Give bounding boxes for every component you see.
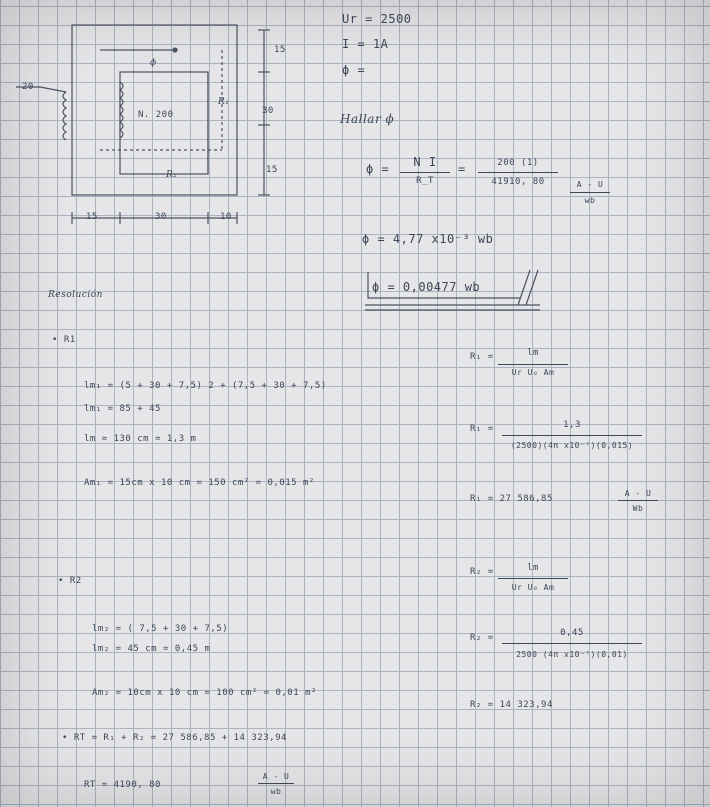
rt-line-b: RT = 4190, 80 <box>84 780 161 790</box>
coil-lead <box>40 87 66 92</box>
frac-bar <box>498 578 568 579</box>
am2-line: Am₂ = 10cm x 10 cm = 100 cm² = 0,01 m² <box>92 688 317 698</box>
frac-bar <box>258 783 294 784</box>
dim-top: 15 <box>274 45 286 55</box>
r1-result: R₁ = 27 586,85 <box>470 494 553 504</box>
r1-diagram-label: R₁ <box>218 97 230 107</box>
phi-lhs: ϕ = <box>366 162 390 176</box>
dim-center-b: 30 <box>155 212 167 222</box>
frac-bar <box>570 192 610 193</box>
rt-unit-den: wb <box>270 787 282 796</box>
r1-sub-den: (2500)(4π x10⁻⁷)(0,015) <box>510 441 634 450</box>
r2-formula-den: Ur U₀ Am <box>511 583 555 592</box>
phi-frac1-num: N I <box>413 155 437 169</box>
dim-bottom: 15 <box>266 165 278 175</box>
phi-final: ϕ = 0,00477 wb <box>372 280 481 294</box>
phi-frac1-den: R_T <box>416 176 434 186</box>
r1-formula-num: lm <box>527 348 539 358</box>
core-inner-window <box>120 72 208 174</box>
phi-line2: ϕ = 4,77 x10⁻³ wb <box>362 232 494 246</box>
lm1-line-c: lm = 130 cm = 1,3 m <box>84 434 197 444</box>
frac-bar <box>498 364 568 365</box>
lm2-line-a: lm₂ = ( 7,5 + 30 + 7,5) <box>92 624 229 634</box>
r1-formula-den: Ur U₀ Am <box>511 368 555 377</box>
given-phi: ϕ = <box>342 63 366 77</box>
r2-formula-num: lm <box>527 563 539 573</box>
r1-unit-num: A - U <box>624 489 652 498</box>
r2-sub-num: 0,45 <box>560 628 584 638</box>
lm1-line-a: lm₁ = (5 + 30 + 7,5) 2 + (7,5 + 30 + 7,5) <box>84 381 327 391</box>
phi-unit-den: wb <box>584 196 596 205</box>
r1-unit-den: Wb <box>632 504 644 513</box>
phi-frac2-num: 200 (1) <box>497 158 539 168</box>
given-current: I = 1A <box>342 37 389 51</box>
frac-bar <box>502 435 642 436</box>
dim-middle: 30 <box>262 106 274 116</box>
frac-bar <box>400 172 450 173</box>
coil-mark: 20 <box>22 82 34 92</box>
phi-label: ϕ <box>150 58 157 68</box>
turns-label: N. 200 <box>138 110 174 120</box>
r2-formula-lhs: R₂ = <box>470 567 494 577</box>
am1-line: Am₁ = 15cm x 10 cm = 150 cm² = 0,015 m² <box>84 478 315 488</box>
frac-bar <box>618 500 658 501</box>
r1-sub-num: 1,3 <box>563 420 581 430</box>
r1-bullet: • R1 <box>52 335 76 345</box>
phi-unit-num: A - U <box>576 180 604 189</box>
dim-right-b: 10 <box>220 212 232 222</box>
lm1-line-b: lm₁ = 85 + 45 <box>84 404 161 414</box>
resolucion-title: Resolución <box>48 290 103 300</box>
rt-line-a: • RT = R₁ + R₂ = 27 586,85 + 14 323,94 <box>62 733 287 743</box>
lm2-line-b: lm₂ = 45 cm = 0,45 m <box>92 644 211 654</box>
r2-diagram-label: R₂ <box>166 170 178 180</box>
frac-bar <box>502 643 642 644</box>
given-ur: Ur = 2500 <box>342 12 412 26</box>
r2-sub-lhs: R₂ = <box>470 633 494 643</box>
frac-bar <box>478 172 558 173</box>
dim-left-b: 15 <box>86 212 98 222</box>
r2-sub-den: 2500 (4π x10⁻⁷)(0,01) <box>516 650 628 659</box>
r1-sub-lhs: R₁ = <box>470 424 494 434</box>
phi-frac2-den: 41910, 80 <box>491 177 545 187</box>
r2-bullet: • R2 <box>58 576 82 586</box>
flux-dot <box>173 48 177 52</box>
find-phi: Hallar ϕ <box>340 112 395 126</box>
r2-result: R₂ = 14 323,94 <box>470 700 553 710</box>
coil-winding <box>63 92 66 140</box>
equals-sign: = <box>458 162 466 176</box>
rt-unit-num: A - U <box>262 772 290 781</box>
r1-formula-lhs: R₁ = <box>470 352 494 362</box>
